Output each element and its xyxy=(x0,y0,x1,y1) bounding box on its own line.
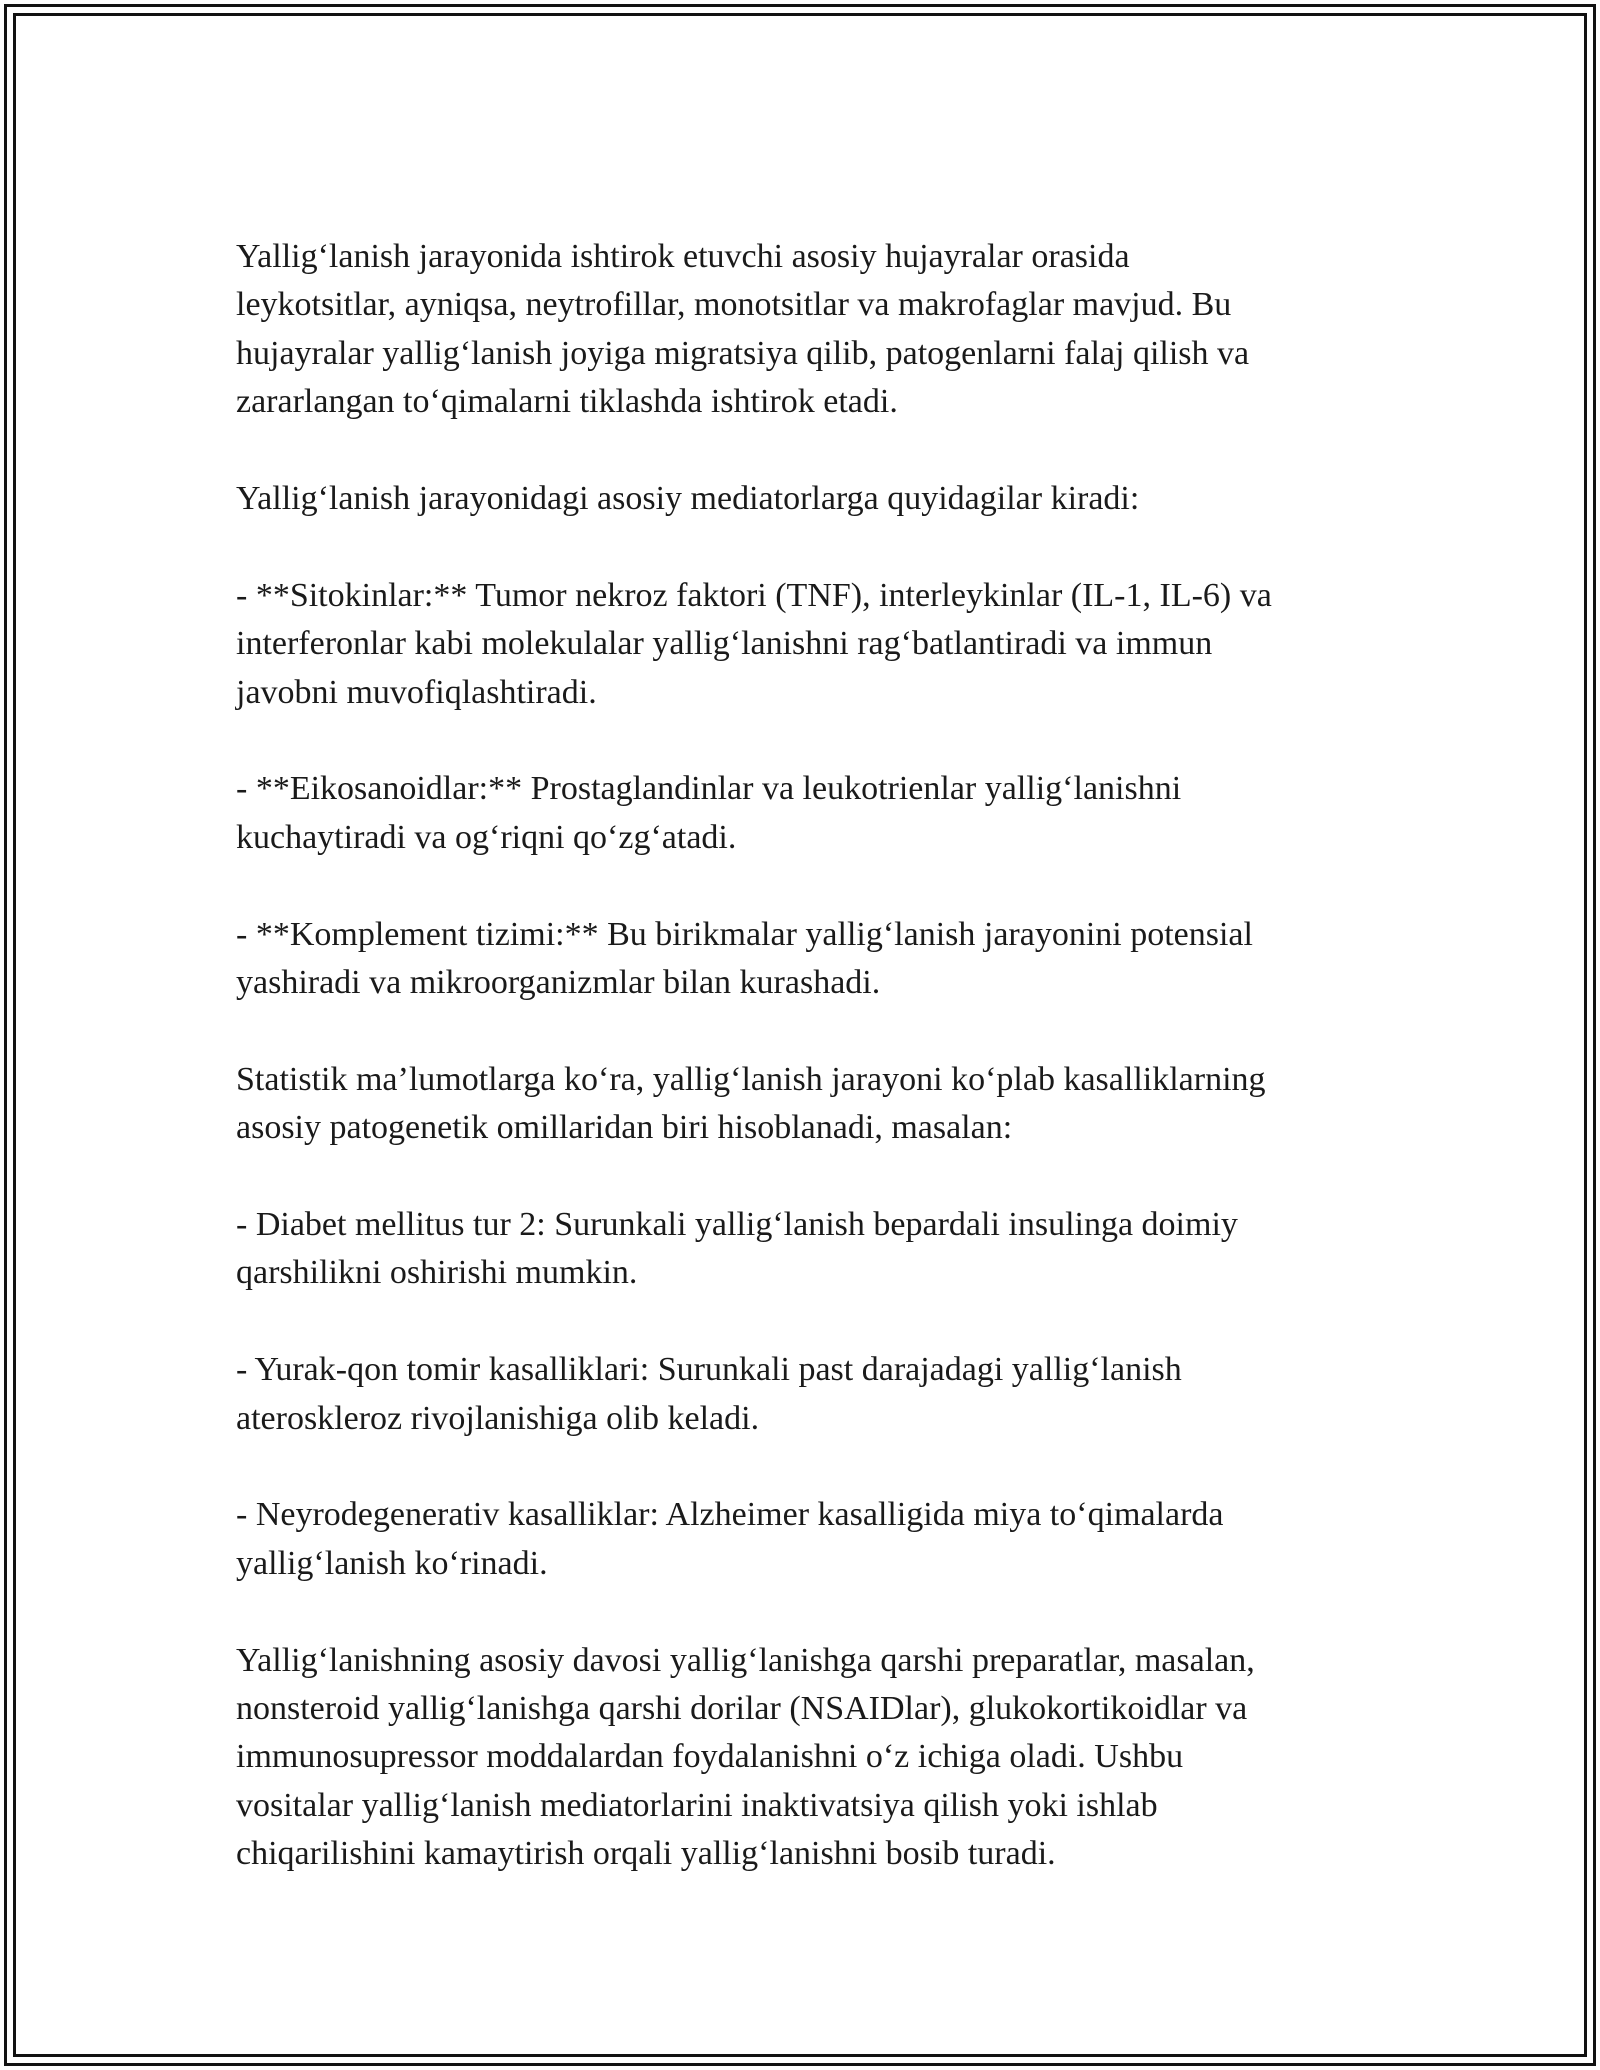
list-item-complement: - **Komplement tizimi:** Bu birikmalar yallig‘lanish jarayonini potensial yashiradi va mikroorganizmlar bilan kurashadi. xyxy=(236,915,1253,1002)
list-item-cardiovascular: - Yurak-qon tomir kasalliklari: Surunkali past darajadagi yallig‘lanish ateroskleroz rivojlanishiga olib keladi. xyxy=(236,1351,1182,1437)
paragraph-mediators-heading: Yallig‘lanish jarayonidagi asosiy mediatorlarga quyidagilar kiradi: xyxy=(236,480,1140,518)
paragraph-statistics: Statistik ma’lumotlarga ko‘ra, yallig‘lanish jarayoni ko‘plab kasalliklarning asosiy patogenetik omillaridan biri hisoblanadi, masalan: xyxy=(236,1060,1266,1147)
list-item-cytokines: - **Sitokinlar:** Tumor nekroz faktori (TNF), interleykinlar (IL-1, IL-6) va interferonlar kabi molekulalar yallig‘lanishni rag‘batlantiradi va immun javobni muvofiqlashtiradi. xyxy=(236,576,1272,711)
paragraph-treatment: Yallig‘lanishning asosiy davosi yallig‘lanishga qarshi preparatlar, masalan, nonsteroid yallig‘lanishga qarshi dorilar (NSAIDlar), glukokortikoidlar va immunosupressor moddalardan foydalanishni o‘z ichiga oladi. Ushbu vositalar yallig‘lanish mediatorlarini inaktivatsiya qilish yoki ishlab chiqarilishini kamaytirish orqali yallig‘lanishni bosib turadi. xyxy=(236,1641,1255,1873)
document-body xyxy=(236,233,1376,1879)
list-item-eicosanoids: - **Eikosanoidlar:** Prostaglandinlar va leukotrienlar yallig‘lanishni kuchaytiradi va og‘riqni qo‘zg‘atadi. xyxy=(236,770,1182,856)
list-item-neurodegenerative: - Neyrodegenerativ kasalliklar: Alzheimer kasalligida miya to‘qimalarda yallig‘lanish ko‘rinadi. xyxy=(236,1496,1224,1582)
list-item-diabetes: - Diabet mellitus tur 2: Surunkali yallig‘lanish bepardali insulinga doimiy qarshilikni oshirishi mumkin. xyxy=(236,1206,1238,1292)
paragraph-cells-intro: Yallig‘lanish jarayonida ishtirok etuvchi asosiy hujayralar orasida leykotsitlar, ayniqsa, neytrofillar, monotsitlar va makrofaglar mavjud. Bu hujayralar yallig‘lanish joyiga migratsiya qilib, patogenlarni falaj qilish va zararlangan to‘qimalarni tiklashda ishtirok etadi. xyxy=(236,238,1250,421)
